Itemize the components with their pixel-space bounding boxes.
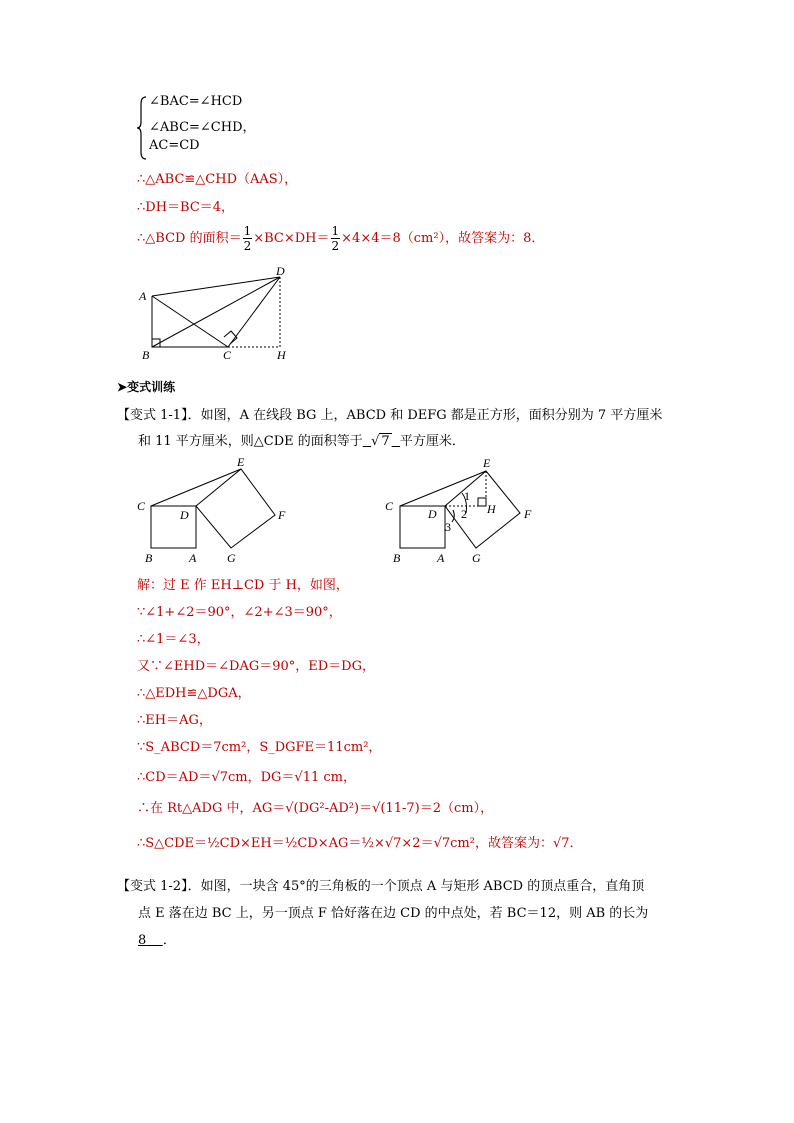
system-line-2: ∠ABC=∠CHD， bbox=[149, 120, 256, 135]
solution-line-7: ∵S_ABCD＝7cm²，S_DGFE＝11cm²， bbox=[137, 740, 382, 755]
figure-1 bbox=[135, 262, 305, 367]
solution-line-10: ∴S△CDE＝½CD×EH＝½CD×AG＝½×√7×2＝√7cm²，故答案为：√7． bbox=[137, 836, 583, 851]
fig3-label-g: G bbox=[472, 551, 481, 565]
problem-1-2-answer-line: 8 ． bbox=[138, 933, 176, 948]
fig1-label-b: B bbox=[142, 348, 150, 362]
fig1-label-d: D bbox=[276, 264, 285, 278]
fig1-label-c: C bbox=[223, 348, 232, 362]
fig2-label-d: D bbox=[180, 508, 189, 522]
figure-3 bbox=[382, 455, 547, 567]
area-line bbox=[137, 224, 544, 253]
solution-line-4: 又∵∠EHD＝∠DAG＝90°，ED＝DG， bbox=[137, 659, 375, 674]
fig3-angle-3: 3 bbox=[445, 520, 451, 534]
fig3-angle-2: 2 bbox=[461, 507, 467, 521]
solution-line-2: ∵∠1+∠2＝90°，∠2+∠3＝90°， bbox=[137, 605, 342, 620]
problem-1-2-answer: 8 bbox=[138, 933, 147, 948]
answer-blank: √ 7 bbox=[371, 434, 390, 449]
fig2-label-f: F bbox=[278, 508, 286, 522]
fig3-label-h: H bbox=[487, 502, 496, 516]
arrow-icon: ➤ bbox=[117, 380, 128, 394]
fig2-label-e: E bbox=[237, 455, 245, 469]
system-line-1: ∠BAC=∠HCD bbox=[149, 94, 243, 109]
left-brace bbox=[137, 96, 147, 160]
fig3-label-b: B bbox=[393, 551, 401, 565]
section-title: 变式训练 bbox=[127, 380, 176, 394]
fraction-half: $\frac{1}{2}$ bbox=[331, 224, 340, 253]
fig3-angle-1: 1 bbox=[464, 489, 470, 503]
solution-line-8: ∴CD＝AD＝√7cm，DG＝√11 cm， bbox=[137, 770, 356, 785]
congruence-line: ∴△ABC≌△CHD（AAS）， bbox=[137, 172, 298, 187]
solution-line-9: ∴在 Rt△ADG 中，AG＝√(DG²-AD²)＝√(11-7)＝2（cm）， bbox=[137, 801, 494, 816]
solution-line-5: ∴△EDH≌△DGA， bbox=[137, 686, 251, 701]
fig3-label-a: A bbox=[437, 551, 445, 565]
fig2-label-c: C bbox=[137, 499, 146, 513]
problem-1-1-line-1: 【变式 1-1】．如图，A 在线段 BG 上，ABCD 和 DEFG 都是正方形，面积分别为 7 平方厘米 bbox=[117, 408, 663, 423]
area-mid1: ×BC×DH＝ bbox=[253, 231, 330, 246]
solution-line-6: ∴EH＝AG， bbox=[137, 713, 212, 728]
fig3-label-d: D bbox=[428, 507, 437, 521]
solution-line-1: 解：过 E 作 EH⊥CD 于 H，如图， bbox=[137, 578, 349, 593]
problem-1-2-line-1: 【变式 1-2】．如图，一块含 45°的三角板的一个顶点 A 与矩形 ABCD 的顶点重合，直角顶 bbox=[117, 879, 645, 894]
fig2-label-a: A bbox=[189, 551, 197, 565]
fig3-label-e: E bbox=[483, 456, 491, 470]
problem-1-1-unit: 平方厘米． bbox=[399, 434, 465, 449]
figure-2 bbox=[133, 455, 293, 567]
area-mid2: ×4×4＝8（cm²），故答案为：8． bbox=[341, 231, 545, 246]
problem-1-1-text: 和 11 平方厘米，则△CDE 的面积等于 bbox=[138, 434, 363, 449]
solution-line-3: ∴∠1＝∠3， bbox=[137, 632, 210, 647]
fig1-label-h: H bbox=[277, 348, 286, 362]
section-header bbox=[117, 378, 175, 395]
system-line-3: AC=CD bbox=[149, 138, 200, 153]
problem-1-2-line-2: 点 E 落在边 BC 上，另一顶点 F 恰好落在边 CD 的中点处，若 BC＝12，则 AB 的长为 bbox=[138, 906, 649, 921]
answer-radicand: 7 bbox=[381, 434, 390, 449]
problem-1-1-line-2 bbox=[138, 430, 465, 449]
fig2-label-b: B bbox=[145, 551, 153, 565]
fig3-label-c: C bbox=[385, 499, 394, 513]
dh-line: ∴DH＝BC＝4， bbox=[137, 200, 235, 215]
fig1-label-a: A bbox=[139, 289, 147, 303]
equation-system bbox=[137, 94, 267, 160]
area-prefix: ∴△BCD 的面积＝ bbox=[137, 231, 242, 246]
fig3-label-f: F bbox=[524, 507, 532, 521]
fig2-label-g: G bbox=[227, 551, 236, 565]
fraction-half: $\frac{1}{2}$ bbox=[243, 224, 252, 253]
